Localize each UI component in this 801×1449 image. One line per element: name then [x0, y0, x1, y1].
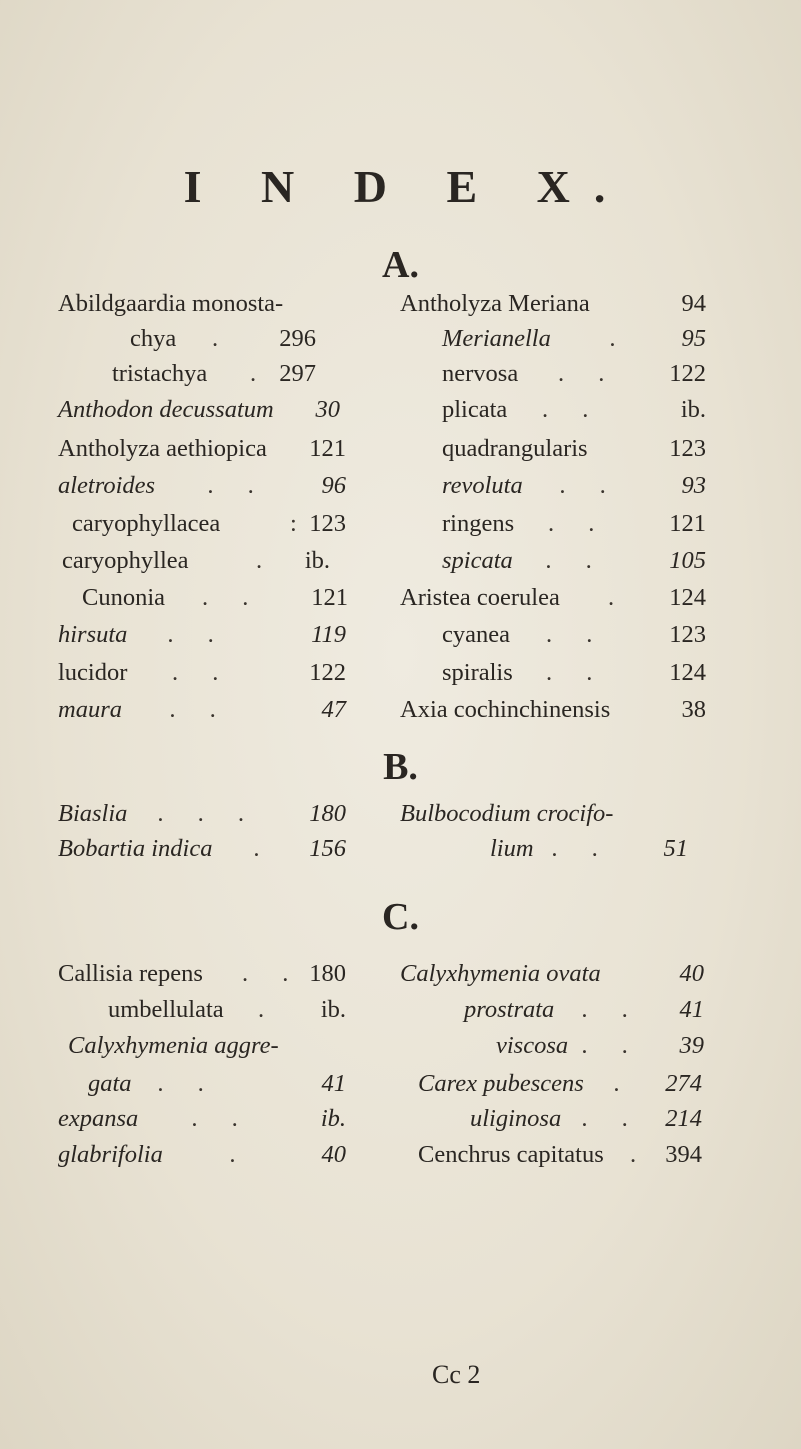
entry-name: Merianella — [442, 325, 551, 352]
entry-dots: . — [212, 325, 233, 352]
entry-name: revoluta — [442, 472, 523, 499]
entry-name: Antholyza aethiopica — [58, 435, 267, 462]
entry-page: 40 — [679, 960, 704, 987]
entry-page: 41 — [321, 1070, 346, 1097]
entry-dots: . . — [546, 621, 607, 648]
entry-dots: . . — [192, 1105, 253, 1132]
entry-name: Antholyza Meriana — [400, 290, 590, 317]
entry-dots: . . — [170, 696, 231, 723]
entry-page: 40 — [321, 1141, 346, 1168]
entry-page: 274 — [665, 1070, 702, 1097]
entry-dots: . . — [208, 472, 269, 499]
entry-page: 122 — [309, 659, 346, 686]
entry-page: 38 — [681, 696, 706, 723]
entry-page: 47 — [321, 696, 346, 723]
entry-name: plicata — [442, 396, 508, 423]
entry-page: 96 — [321, 472, 346, 499]
entry-name: Biaslia — [58, 800, 128, 827]
entry-dots: . — [256, 547, 277, 574]
entry-name: nervosa — [442, 360, 519, 387]
entry-name: caryophyllacea — [72, 510, 221, 537]
entry-name: uliginosa — [470, 1105, 562, 1132]
entry-page: 30 — [315, 396, 340, 423]
entry-dots: . — [250, 360, 271, 387]
entry-name: Calyxhymenia aggre- — [68, 1032, 279, 1059]
entry-page: ib. — [320, 1105, 346, 1132]
entry-page: 394 — [665, 1141, 702, 1168]
entry-name: umbellulata — [108, 996, 224, 1023]
entry-page: ib. — [680, 396, 706, 423]
section-letter-a: A. — [382, 244, 419, 286]
entry-name: spiralis — [442, 659, 513, 686]
entry-page: 105 — [669, 547, 706, 574]
section-letter-b: B. — [383, 746, 418, 788]
entry-name: expansa — [58, 1105, 139, 1132]
entry-dots: . . — [168, 621, 229, 648]
entry-page: 123 — [669, 435, 706, 462]
entry-dots: . . — [172, 659, 233, 686]
entry-name: viscosa — [496, 1032, 569, 1059]
entry-dots: . . — [158, 1070, 219, 1097]
entry-name: lucidor — [58, 659, 128, 686]
entry-page: 121 — [669, 510, 706, 537]
entry-dots: . . — [560, 472, 621, 499]
section-letter-c: C. — [382, 896, 419, 938]
entry-page: 124 — [669, 659, 706, 686]
page-title: I N D E X. — [183, 161, 630, 212]
entry-dots: . . — [242, 960, 303, 987]
entry-dots: . . — [548, 510, 609, 537]
entry-dots: . . . — [158, 800, 259, 827]
entry-name: Calyxhymenia ovata — [400, 960, 601, 987]
entry-dots: : — [290, 510, 311, 537]
entry-dots: . . — [552, 835, 613, 862]
entry-dots: . — [230, 1141, 251, 1168]
entry-page: ib. — [304, 547, 330, 574]
entry-name: Bulbocodium crocifo- — [400, 800, 614, 827]
entry-dots: . . — [202, 584, 263, 611]
entry-name: Cunonia — [82, 584, 166, 611]
entry-name: quadrangularis — [442, 435, 588, 462]
entry-name: maura — [58, 696, 122, 723]
entry-name: Cenchrus capitatus — [418, 1141, 604, 1168]
entry-page: 119 — [311, 621, 346, 648]
entry-page: 123 — [309, 510, 346, 537]
entry-dots: . . — [582, 1032, 643, 1059]
entry-dots: . — [608, 584, 629, 611]
entry-page: 51 — [663, 835, 688, 862]
entry-page: 156 — [309, 835, 346, 862]
entry-name: caryophyllea — [62, 547, 189, 574]
entry-page: 94 — [681, 290, 706, 317]
entry-page: 121 — [309, 435, 346, 462]
entry-dots: . . — [542, 396, 603, 423]
entry-page: 122 — [669, 360, 706, 387]
entry-dots: . . — [582, 1105, 643, 1132]
entry-dots: . — [258, 996, 279, 1023]
entry-dots: . — [630, 1141, 651, 1168]
entry-page: ib. — [320, 996, 346, 1023]
entry-name: aletroides — [58, 472, 156, 499]
entry-page: 296 — [279, 325, 316, 352]
entry-page: 93 — [681, 472, 706, 499]
entry-page: 39 — [679, 1032, 704, 1059]
entry-name: glabrifolia — [58, 1141, 163, 1168]
entry-dots: . . — [546, 659, 607, 686]
entry-dots: . — [614, 1070, 635, 1097]
entry-name: lium — [490, 835, 534, 862]
entry-page: 123 — [669, 621, 706, 648]
entry-name: Callisia repens — [58, 960, 203, 987]
entry-name: Aristea coerulea — [400, 584, 560, 611]
entry-dots: . . — [582, 996, 643, 1023]
entry-name: Axia cochinchinensis — [400, 696, 611, 723]
entry-dots: . . — [558, 360, 619, 387]
entry-page: 95 — [681, 325, 706, 352]
entry-name: hirsuta — [58, 621, 128, 648]
entry-page: 180 — [309, 960, 346, 987]
entry-name: tristachya — [112, 360, 208, 387]
entry-dots: . — [254, 835, 275, 862]
entry-name: prostrata — [464, 996, 555, 1023]
entry-name: Carex pubescens — [418, 1070, 584, 1097]
entry-page: 41 — [679, 996, 704, 1023]
entry-name: gata — [88, 1070, 132, 1097]
entry-name: cyanea — [442, 621, 510, 648]
entry-name: ringens — [442, 510, 515, 537]
entry-name: Anthodon decussatum — [58, 396, 274, 423]
entry-page: 297 — [279, 360, 316, 387]
entry-dots: . — [610, 325, 631, 352]
entry-page: 214 — [665, 1105, 702, 1132]
entry-page: 124 — [669, 584, 706, 611]
entry-name: spicata — [442, 547, 513, 574]
entry-page: 180 — [309, 800, 346, 827]
signature-mark: Cc 2 — [432, 1360, 481, 1389]
entry-dots: . . — [546, 547, 607, 574]
entry-page: 121 — [311, 584, 348, 611]
entry-name: Abildgaardia monosta- — [58, 290, 284, 317]
entry-name: chya — [130, 325, 177, 352]
entry-name: Bobartia indica — [58, 835, 213, 862]
